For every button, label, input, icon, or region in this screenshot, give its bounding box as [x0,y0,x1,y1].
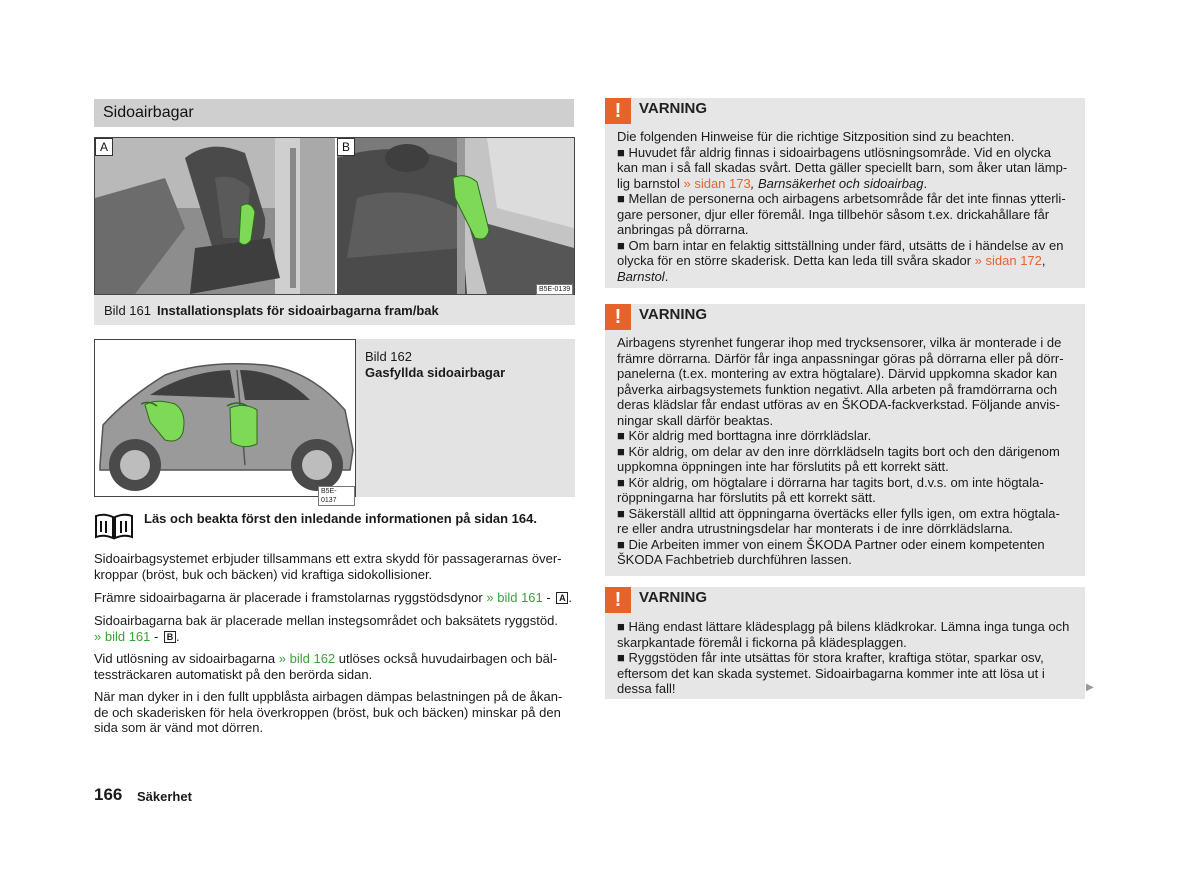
paragraph-3-line-1: Sidoairbagarna bak är placerade mellan instegsområdet och baksätets ryggstöd. [94,613,558,628]
bild-161-link-b[interactable]: » bild 161 [94,628,151,644]
warning-box-3 [605,587,1085,699]
warning-2-line: röppningarna har förslutits på ett korrekt sätt. [617,490,876,505]
figure-161-number: Bild 161 [104,303,151,318]
warning-1-line: ■ Huvudet får aldrig finnas i sidoairbagens utlösningsområde. Vid en olycka [617,144,1051,160]
warning-title: VARNING [639,589,708,606]
figure-162-title: Gasfyllda sidoairbagar [365,365,506,380]
label-b-ref: B [164,631,176,643]
bild-161-link-a[interactable]: » bild 161 [486,590,543,605]
figure-161-ref: B5E-0139 [536,284,573,295]
section-title: Sidoairbagar [94,99,574,127]
warning-icon: ! [605,587,631,613]
warning-2-line: re eller andra utrustningsdelar har monterats i de inre dörrklädslarna. [617,521,1013,536]
warning-2-line: deras klädslar får endast utföras av en ŠKODA-fackverkstad. Följande anvis- [617,397,1060,412]
warning-1-line-9-end: , [1041,253,1046,268]
warning-1-line: gare personer, djur eller föremål. Inga tillbehör såsom t.ex. drickahållare får [617,206,1050,222]
label-a-ref: A [556,592,568,604]
warning-2-line: främre dörrarna. Därför får inga anpassningar göras på dörrarna eller på dörr- [617,350,1064,366]
paragraph-4-post: utlöses också huvudairbagen och bäl- [335,651,558,666]
figure-162 [94,339,356,504]
figure-161-title: Installationsplats för sidoairbagarna fram/bak [157,303,439,318]
paragraph-1 [94,551,575,582]
sidan-173-link[interactable]: » sidan 173 [683,175,751,191]
warning-1-line: ■ Om barn intar en felaktig sittställning under färd, utsätts de i händelse av en [617,237,1064,253]
warning-icon: ! [605,98,631,124]
warning-1-line-9-pre: olycka för en större skaderisk. Detta kan leda till svåra skador [617,253,975,268]
label-b: B [337,138,355,156]
footer-section: Säkerhet [137,789,192,804]
warning-box-1 [605,98,1085,288]
warning-2-line: panelerna (t.ex. montering av extra högtalare). Därvid uppkomna skador kan [617,366,1058,381]
figure-162-ref: B5E-0137 [318,486,355,506]
paragraph-5-line-2: de och skaderisken för hela överkroppen (bröst, buk och bäcken) minskar på den [94,704,561,720]
warning-1-line-10-italic: Barnstol [617,268,665,284]
continue-arrow-icon: ▶ [1086,682,1094,693]
warning-2-line: ■ Kör aldrig, om delar av den inre dörrklädseln tagits bort och den därigenom [617,443,1060,459]
figure-162-number: Bild 162 [365,349,412,364]
warning-1-line-10 [617,269,1073,285]
warning-1-line: kan man i så fall skadas svårt. Detta gäller speciellt barn, som åker utan lämp- [617,160,1068,175]
warning-3-line: ■ Häng endast lättare klädesplagg på bilens klädkrokar. Lämna inga tunga och [617,619,1070,634]
warning-2-line: påverka airbagsystemets funktion negativt. Alla arbeten på framdörrarna och [617,381,1058,397]
label-a: A [95,138,113,156]
warning-2-line: ■ Die Arbeiten immer von einem ŠKODA Partner oder einem kompetenten [617,536,1045,552]
page-number: 166 [94,785,123,804]
warning-1-line-4 [617,176,1073,192]
warning-1-line-4-end: . [923,175,928,191]
car-side-illustration [95,340,355,496]
warning-1-line-4-italic: , Barnsäkerhet och sidoairbag [750,175,924,191]
figure-162-block [94,339,575,504]
warning-icon: ! [605,304,631,330]
figure-161-caption [94,295,575,325]
warning-2-line: ŠKODA Fachbetrieb durchführen lassen. [617,552,852,567]
paragraph-3-period: . [175,628,180,644]
paragraph-2-sep: - [542,590,555,605]
info-note: Läs och beakta först den inledande informationen på sidan 164. [144,511,537,526]
warning-1-line-4-pre: lig barnstol [617,175,684,191]
warning-title: VARNING [639,100,708,117]
warning-3-line: skarpkantade föremål i fickorna på klädesplaggen. [617,634,907,650]
warning-2-line: ■ Säkerställ alltid att öppningarna övertäcks eller fylls igen, om extra högtala- [617,505,1060,521]
paragraph-5-line-1: När man dyker in i den fullt uppblåsta airbagen dämpas belastningen på de åkan- [94,689,563,704]
warning-2-line: uppkomna öppningen inte har förslutits på ett korrekt sätt. [617,459,949,474]
book-icon [94,512,134,540]
paragraph-2-text: Främre sidoairbagarna är placerade i framstolarnas ryggstödsdynor [94,590,483,605]
warning-2-line: ■ Kör aldrig, om högtalare i dörrarna har tagits bort, d.v.s. om inte högtala- [617,474,1044,490]
paragraph-5 [94,689,575,736]
warning-1-line: anbringas på dörrarna. [617,222,749,237]
warning-1-line-10-end: . [664,268,669,284]
paragraph-2-period: . [568,590,572,605]
paragraph-1-line-1: Sidoairbagsystemet erbjuder tillsammans ett extra skydd för passagerarnas över- [94,551,562,566]
warning-3-line: dessa fall! [617,681,676,696]
warning-3-line: ■ Ryggstöden får inte utsättas för stora krafter, kraftiga stötar, sparkar osv, [617,650,1044,665]
warning-title: VARNING [639,306,708,323]
rear-seat-illustration [337,138,574,294]
front-seat-illustration [95,138,335,294]
figure-161 [94,137,575,295]
warning-2-line: ■ Kör aldrig med borttagna inre dörrklädslar. [617,428,872,443]
paragraph-3-sep: - [150,628,162,644]
paragraph-2 [94,590,575,606]
paragraph-1-line-2: kroppar (bröst, buk och bäcken) vid kraftiga sidokollisioner. [94,566,433,582]
paragraph-4-line-2: tessträckaren automatiskt på den berörda sidan. [94,666,373,682]
warning-2-line: Airbagens styrenhet fungerar ihop med trycksensorer, vilka är monterade i de [617,335,1062,350]
warning-1-line-9 [617,253,1073,269]
warning-box-2 [605,304,1085,576]
warning-3-line: eftersom det kan skada systemet. Sidoairbagarna kommer inte att lösa ut i [617,665,1045,681]
paragraph-4 [94,651,575,682]
warning-2-line: ningar skall därför beaktas. [617,412,774,428]
sidan-172-link[interactable]: » sidan 172 [974,253,1042,268]
paragraph-4-pre: Vid utlösning av sidoairbagarna [94,651,279,666]
warning-1-line: Die folgenden Hinweise für die richtige Sitzposition sind zu beachten. [617,129,1015,144]
paragraph-5-line-3: sida som är vänd mot dörren. [94,720,264,735]
paragraph-3 [94,613,575,644]
bild-162-link[interactable]: » bild 162 [278,651,336,666]
warning-1-line: ■ Mellan de personerna och airbagens arbetsområde får det inte finnas ytterli- [617,191,1066,206]
